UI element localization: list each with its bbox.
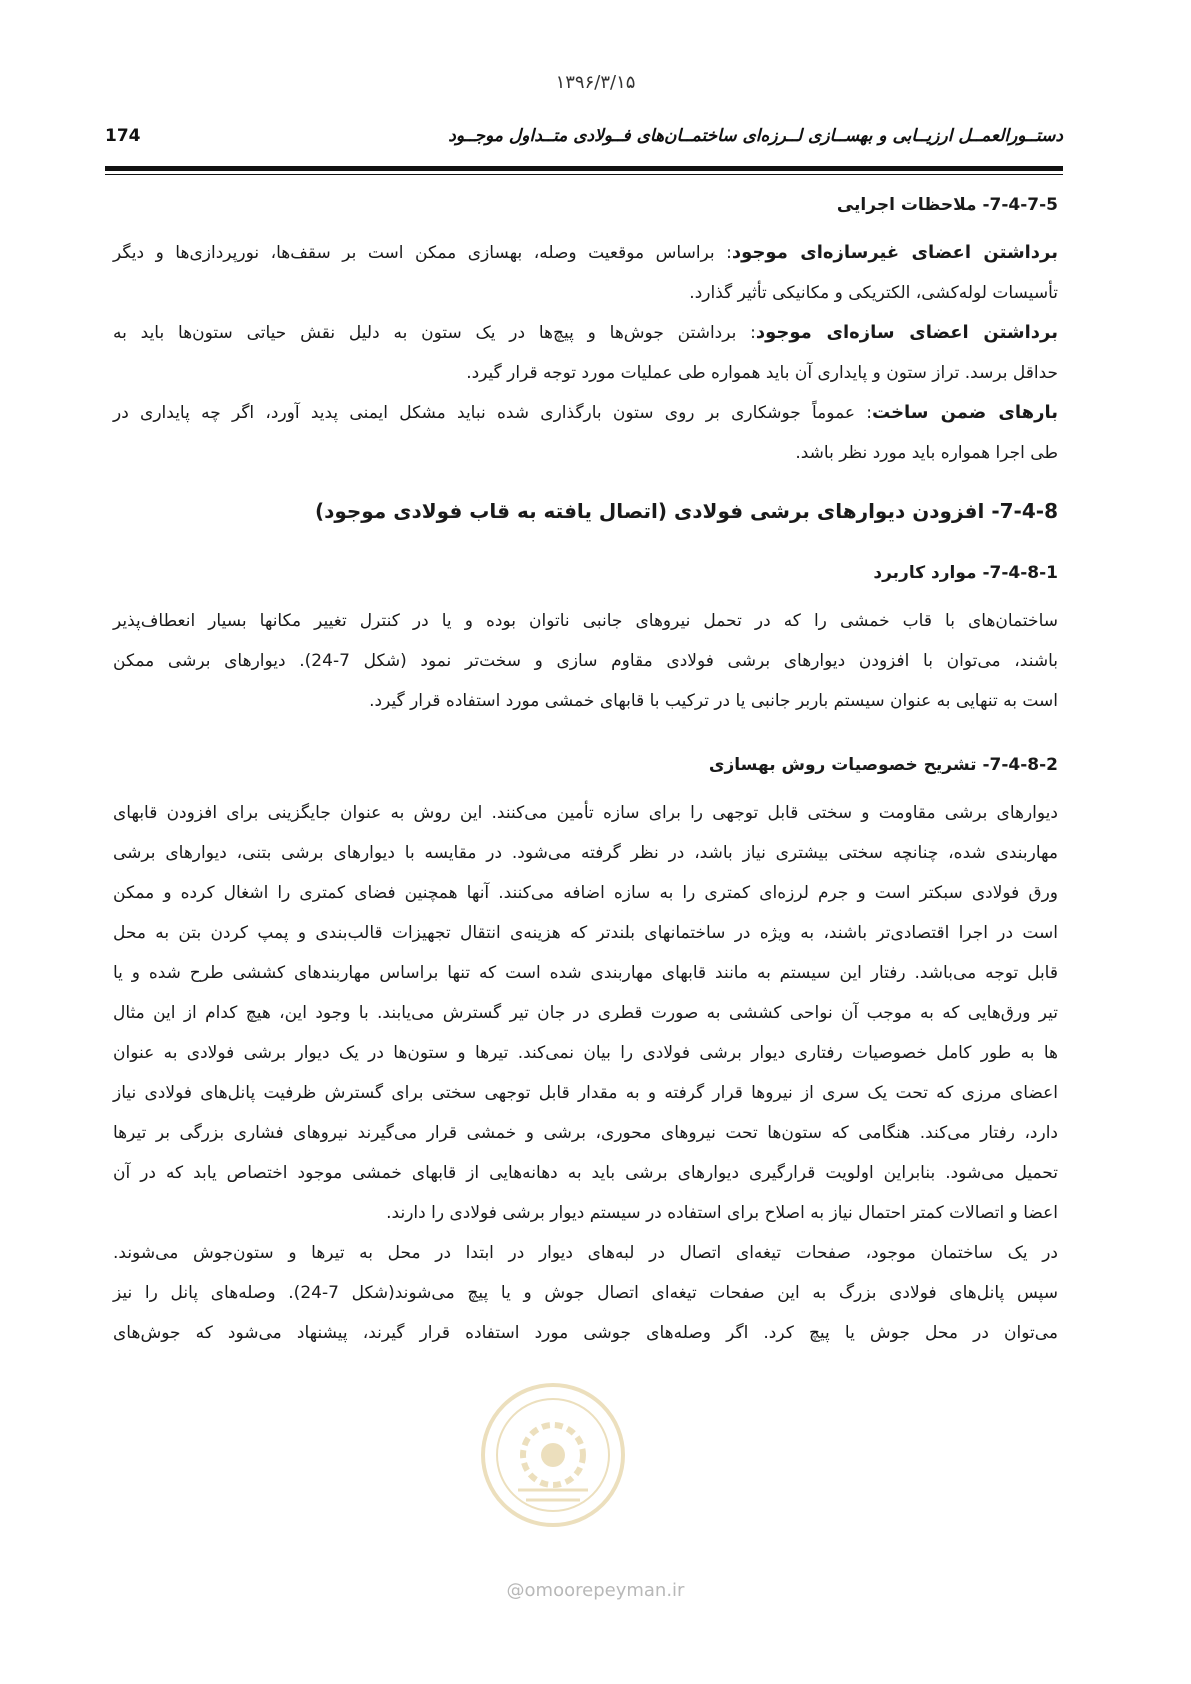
text-line: مهاربندی شده، چنانچه سختی بیشتری نیاز باشد، در نظر گرفته می‌شود. در مقایسه با دیوارهای برشی بتنی، دیوارهای برشی [113, 843, 1058, 863]
text-line: دارد، رفتار می‌کند. هنگامی که ستون‌ها تحت نیروهای محوری، برشی و خمشی قرار می‌گیرند نیروهای فشاری بزرگی بر تیرها [113, 1123, 1058, 1143]
page-body [113, 185, 1058, 1353]
paragraph-construction-loads [113, 393, 1058, 473]
text-line: اعضا و اتصالات کمتر احتمال نیاز به اصلاح برای استفاده در سیستم دیوار برشی فولادی را دارند. [386, 1203, 1058, 1223]
seal-watermark-icon [478, 1380, 628, 1530]
section-heading-7-4-7-5: 7-4-7-5- ملاحظات اجرایی [836, 195, 1058, 215]
line-text: : عموماً جوشکاری بر روی ستون بارگذاری شده نباید مشکل ایمنی پدید آورد، اگر چه پایداری در [113, 403, 873, 423]
line-text: : برداشتن جوش‌ها و پیچ‌ها در یک ستون به دلیل نقش حیاتی ستون‌ها باید به [113, 323, 756, 343]
header-rule-thin [105, 174, 1063, 175]
text-line: طی اجرا همواره باید مورد نظر باشد. [795, 443, 1058, 463]
date-stamp: ۱۳۹۶/۳/۱۵ [555, 72, 636, 93]
text-line: سپس پانل‌های فولادی بزرگ به این صفحات تیغه‌ای اتصال جوش و یا پیچ می‌شوند(شکل 7-24). وصله‌های پانل را نیز [113, 1283, 1058, 1303]
text-line: حداقل برسد. تراز ستون و پایداری آن باید همواره طی عملیات مورد توجه قرار گیرد. [466, 363, 1058, 383]
text-line: دیوارهای برشی مقاومت و سختی قابل توجهی را برای سازه تأمین می‌کنند. این روش به عنوان جایگزینی برای افزودن قابهای [113, 803, 1058, 823]
text-line: ورق فولادی سبکتر است و جرم لرزه‌ای کمتری را به سازه اضافه می‌کنند. آنها همچنین فضای کمتری را اشغال کرده و ممکن [113, 883, 1058, 903]
paragraph-installation [113, 1233, 1058, 1353]
text-line: تیر ورق‌هایی که به موجب آن نواحی کششی به صورت قطری در جان تیر گسترش می‌یابند. با وجود این، هیچ کدام از این مثال [113, 1003, 1058, 1023]
section-heading-7-4-8: 7-4-8- افزودن دیوارهای برشی فولادی (اتصال یافته به قاب فولادی موجود) [314, 499, 1058, 523]
text-line [113, 233, 1058, 273]
text-line: می‌توان در محل جوش یا پیچ کرد. اگر وصله‌های جوشی مورد استفاده قرار گیرند، پیشنهاد می‌شود که جوش‌های [113, 1323, 1058, 1343]
text-line: اعضای مرزی که تحت یک سری از نیروها قرار گرفته و به مقدار قابل توجهی سختی برای گسترش ظرفیت پانل‌های فولادی نیاز [113, 1083, 1058, 1103]
text-line [113, 313, 1058, 353]
paragraph-method-description [113, 793, 1058, 1233]
text-line: تحمیل می‌شود. بنابراین اولویت قرارگیری دیوارهای برشی باید به دهانه‌هایی از قابهای خمشی موجود اختصاص یابد که در آن [113, 1163, 1058, 1183]
page-number: 174 [105, 126, 141, 146]
text-line: قابل توجه می‌باشد. رفتار این سیستم به مانند قابهای مهاربندی شده است که تنها براساس مهاربندهای کششی طرح شده و یا [113, 963, 1058, 983]
lead-term: برداشتن اعضای سازه‌ای موجود [755, 322, 1058, 343]
text-line: تأسیسات لوله‌کشی، الکتریکی و مکانیکی تأثیر گذارد. [689, 283, 1058, 303]
line-text: : براساس موقعیت وصله، بهسازی ممکن است بر سقف‌ها، نورپردازی‌ها و دیگر [113, 243, 732, 263]
text-line: ها به طور کامل خصوصیات رفتاری دیوار برشی فولادی را بیان نمی‌کند. تیرها و ستون‌ها در یک دیوار برشی فولادی به عنوان [113, 1043, 1058, 1063]
text-line: است در اجرا اقتصادی‌تر باشند، به ویژه در ساختمانهای بلندتر که هزینه‌ی انتقال تجهیزات قالب‌بندی و پمپ کردن بتن به محل [113, 923, 1058, 943]
text-line: در یک ساختمان موجود، صفحات تیغه‌ای اتصال در لبه‌های دیوار در ابتدا در محل به تیرها و ستون‌جوش می‌شوند. [113, 1243, 1058, 1263]
section-heading-7-4-8-2: 7-4-8-2- تشریح خصوصیات روش بهسازی [708, 755, 1058, 775]
running-header [105, 126, 1063, 166]
text-line: باشند، می‌توان با افزودن دیوارهای برشی فولادی مقاوم سازی و سخت‌تر نمود (شکل 7-24). دیوارهای برشی ممکن [113, 651, 1058, 671]
text-line: ساختمان‌های با قاب خمشی را که در تحمل نیروهای جانبی ناتوان بوده و یا در کنترل تغییر مکانها بسیار انعطاف‌پذیر [113, 611, 1058, 631]
paragraph-applications [113, 601, 1058, 721]
header-rule-thick [105, 166, 1063, 171]
paragraph-structural [113, 313, 1058, 393]
lead-term: برداشتن اعضای غیرسازه‌ای موجود [731, 242, 1059, 263]
lead-term: بارهای ضمن ساخت [872, 402, 1059, 423]
text-line: است به تنهایی به عنوان سیستم باربر جانبی یا در ترکیب با قابهای خمشی مورد استفاده قرار گیرد. [369, 691, 1058, 711]
text-line [113, 393, 1058, 433]
paragraph-nonstructural [113, 233, 1058, 313]
site-watermark: @omoorepeyman.ir [506, 1580, 685, 1601]
running-title: دستــورالعمــل ارزیــابی و بهســازی لــرزه‌ای ساختمــان‌های فــولادی متــداول موجــود [448, 126, 1063, 146]
section-heading-7-4-8-1: 7-4-8-1- موارد کاربرد [873, 563, 1058, 583]
